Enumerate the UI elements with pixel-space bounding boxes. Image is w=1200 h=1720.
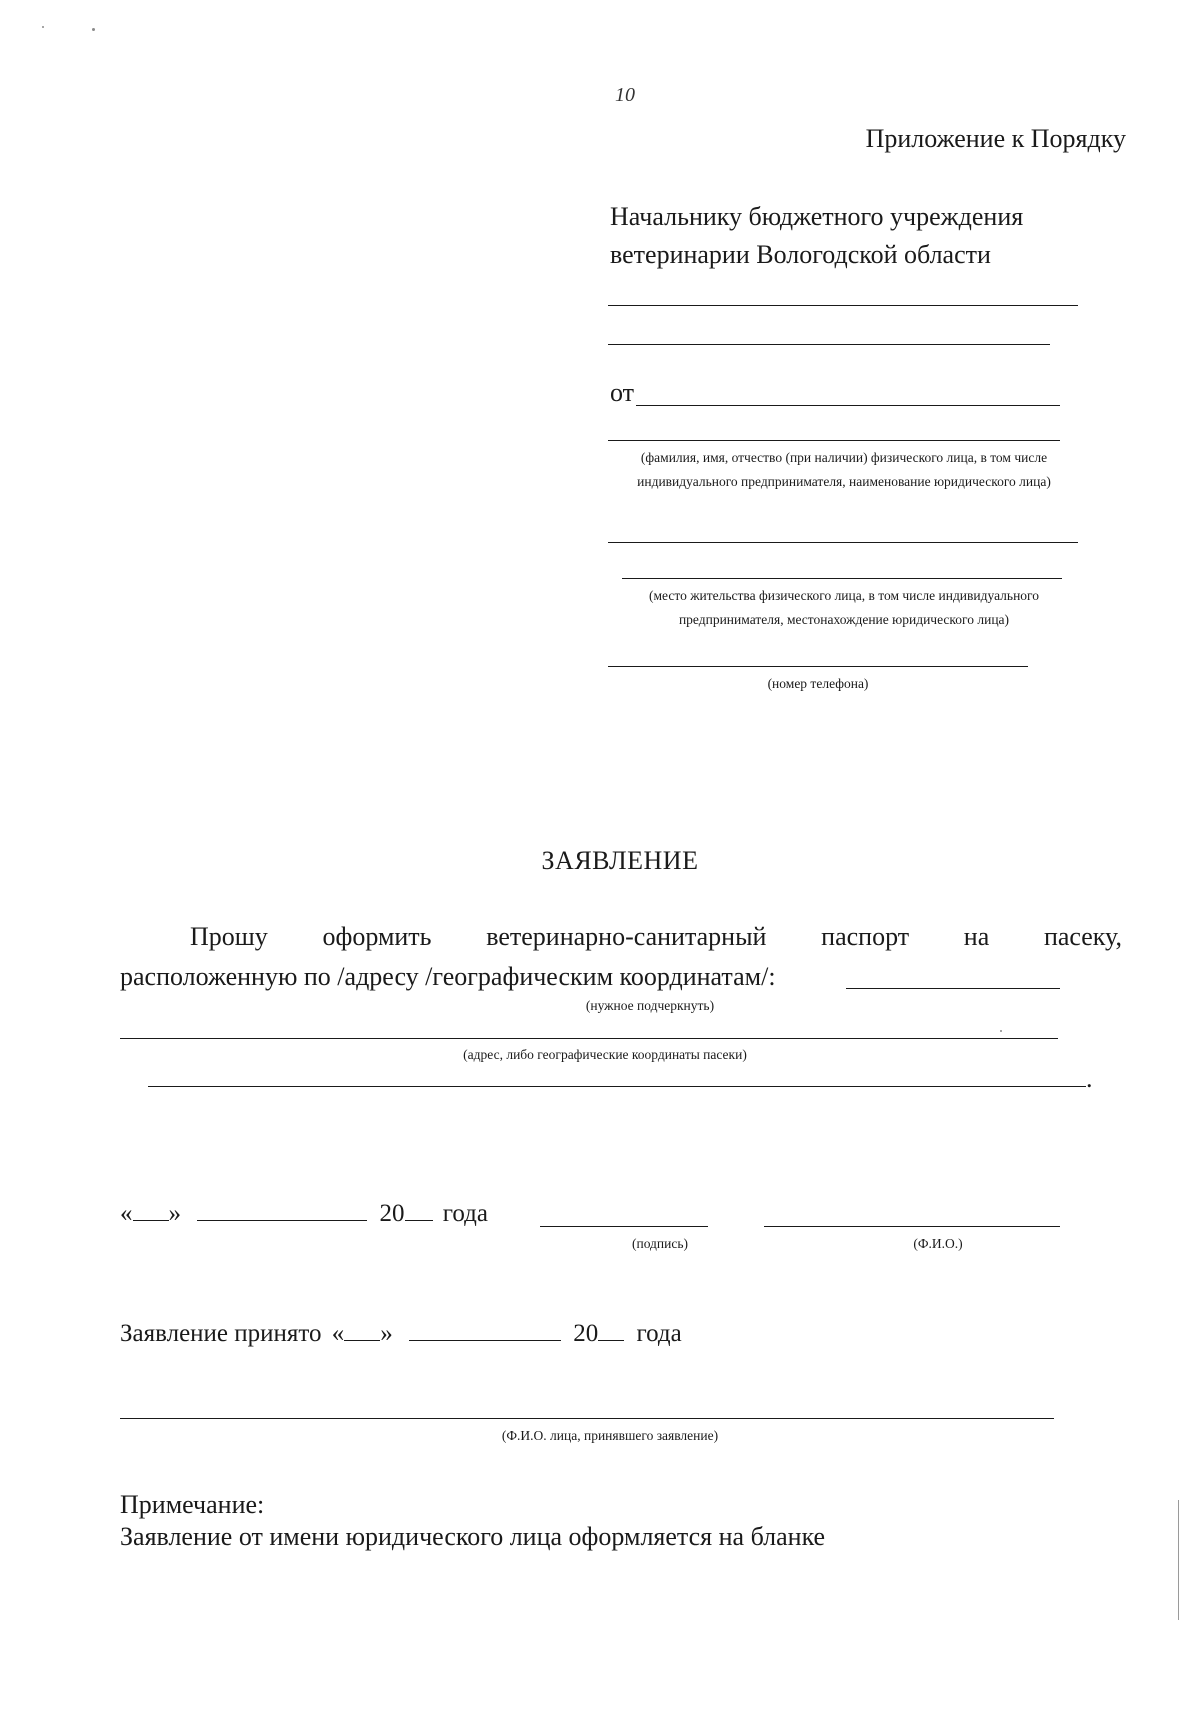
- coords-line-2[interactable]: [148, 1086, 1086, 1087]
- request-location-line[interactable]: [846, 988, 1060, 989]
- accepted-day-blank[interactable]: [344, 1320, 380, 1341]
- from-name-line-2[interactable]: [608, 440, 1060, 441]
- from-label: от: [610, 378, 635, 407]
- request-word: Прошу: [190, 922, 268, 951]
- accepted-year-prefix: 20: [573, 1320, 599, 1347]
- addressee-line-2: ветеринарии Вологодской области: [610, 240, 991, 269]
- request-word: ветеринарно-санитарный: [486, 922, 767, 951]
- accepted-row: [120, 1320, 682, 1348]
- fio-line[interactable]: [764, 1226, 1060, 1227]
- caption-coords: (адрес, либо географические координаты пасеки): [463, 1047, 747, 1062]
- document-title: ЗАЯВЛЕНИЕ: [541, 846, 699, 875]
- caption-accepted-fio: (Ф.И.О. лица, принявшего заявление): [501, 1428, 719, 1443]
- note-label: Примечание:: [120, 1490, 265, 1519]
- addressee-blank-line-2[interactable]: [608, 344, 1050, 345]
- year-blank[interactable]: [405, 1200, 433, 1221]
- request-word: паспорт: [821, 922, 910, 951]
- appendix-label: Приложение к Порядку: [865, 124, 1126, 153]
- accepted-label: Заявление принято: [120, 1320, 322, 1347]
- scan-edge-mark: [1178, 1500, 1180, 1620]
- request-line-2: расположенную по /адресу /географическим координатам/:: [120, 962, 776, 991]
- request-word: на: [963, 922, 990, 951]
- caption-fio: (Ф.И.О.): [913, 1236, 963, 1251]
- note-text: Заявление от имени юридического лица оформляется на бланке: [120, 1522, 826, 1551]
- day-blank[interactable]: [133, 1200, 169, 1221]
- request-word: оформить: [322, 922, 432, 951]
- accepted-month-blank[interactable]: [409, 1320, 561, 1341]
- accepted-year-suffix: года: [636, 1320, 682, 1347]
- scan-speck: [1000, 1030, 1002, 1032]
- accepted-year-blank[interactable]: [598, 1320, 624, 1341]
- scan-speck: [42, 26, 44, 28]
- caption-underline-needed: (нужное подчеркнуть): [585, 998, 715, 1013]
- request-word: пасеку,: [1043, 922, 1122, 951]
- quote-open: «: [331, 1320, 345, 1347]
- from-name-line[interactable]: [636, 405, 1060, 406]
- addressee-line-1: Начальнику бюджетного учреждения: [610, 202, 1024, 231]
- scan-speck: [92, 28, 95, 31]
- caption-signature: (подпись): [631, 1236, 689, 1251]
- coords-line-1[interactable]: [120, 1038, 1058, 1039]
- quote-open: «: [120, 1200, 133, 1227]
- month-blank[interactable]: [197, 1200, 367, 1221]
- applicant-date: [120, 1200, 488, 1228]
- applicant-address-line-1[interactable]: [608, 542, 1078, 543]
- coords-line-end-dot: .: [1086, 1064, 1093, 1093]
- phone-line[interactable]: [608, 666, 1028, 667]
- page-number: 10: [615, 84, 635, 106]
- applicant-address-line-2[interactable]: [622, 578, 1062, 579]
- caption-applicant-address: (место жительства физического лица, в том числе индивидуального предпринимателя, местонахождение юридического лица): [648, 588, 1040, 627]
- request-line-1: [190, 922, 1122, 952]
- year-suffix: года: [442, 1200, 488, 1227]
- accepted-fio-line[interactable]: [120, 1418, 1054, 1419]
- quote-close: »: [168, 1200, 181, 1227]
- year-prefix: 20: [379, 1200, 405, 1227]
- quote-close: »: [380, 1320, 393, 1347]
- caption-applicant-name: (фамилия, имя, отчество (при наличии) физического лица, в том числе индивидуального предпринимателя, наименование юридического лица): [637, 450, 1051, 489]
- caption-phone: (номер телефона): [767, 676, 869, 691]
- addressee-blank-line-1[interactable]: [608, 305, 1078, 306]
- signature-line[interactable]: [540, 1226, 708, 1227]
